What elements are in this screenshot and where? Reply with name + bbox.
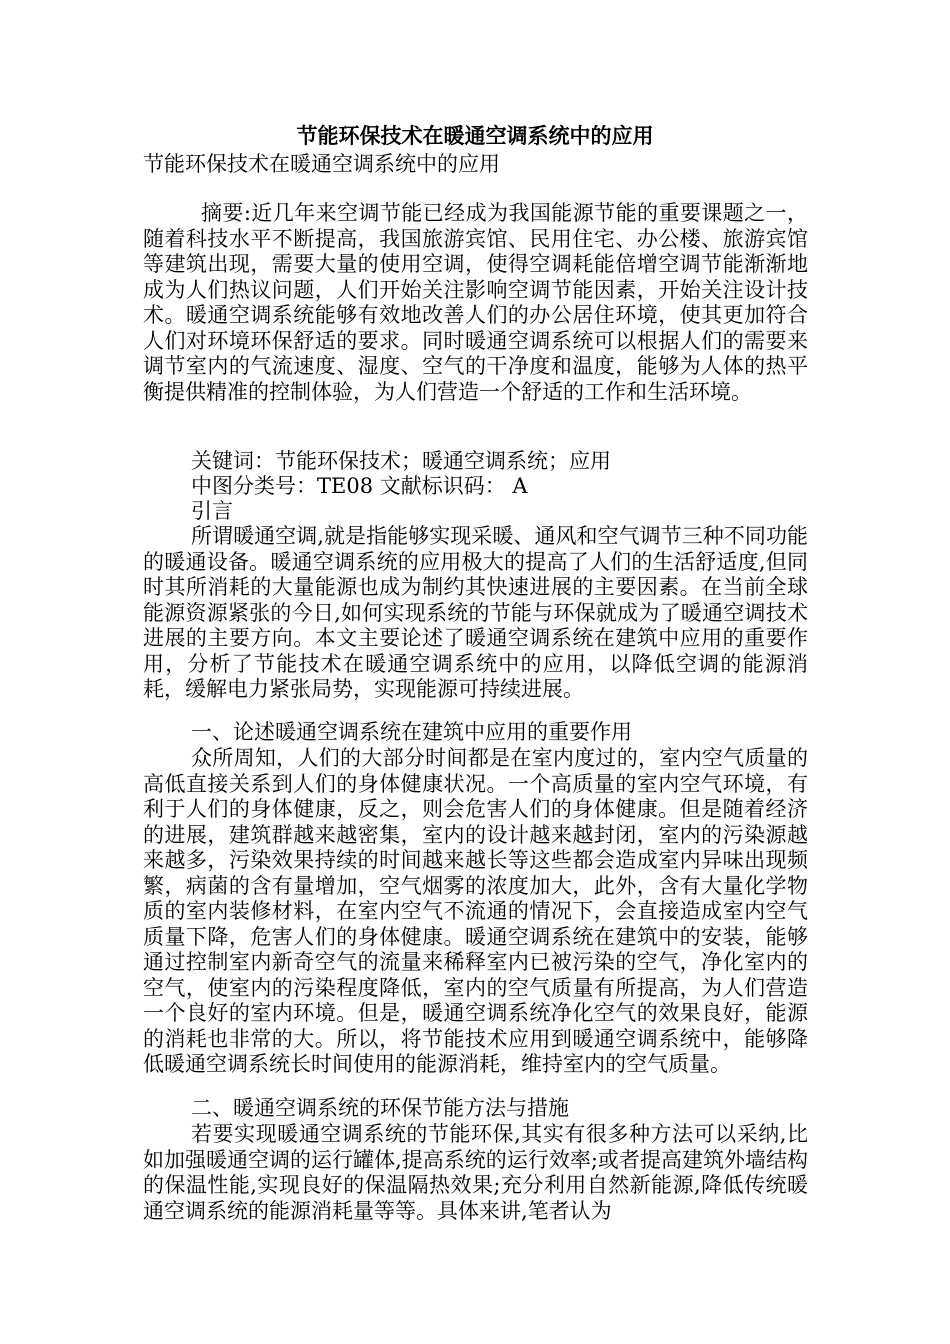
intro-paragraph: 所谓暖通空调,就是指能够实现采暖、通风和空气调节三种不同功能的暖通设备。暖通空调系统的应用极大的提高了人们的生活舒适度,但同时其所消耗的大量能源也成为制约其快速进展的主要因素。在当前全球能源资源紧张的今日,如何实现系统的节能与环保就成为了暖通空调技术进展的主要方向。本文主要论述了暖通空调系统在建筑中应用的重要作用，分析了节能技术在暖通空调系统中的应用，以降低空调的能源消耗，缓解电力紧张局势，实现能源可持续进展。 bbox=[143, 524, 808, 701]
document-title: 节能环保技术在暖通空调系统中的应用 bbox=[296, 123, 654, 148]
section1-heading: 一、论述暖通空调系统在建筑中应用的重要作用 bbox=[191, 720, 632, 744]
section1-paragraph: 众所周知，人们的大部分时间都是在室内度过的，室内空气质量的高低直接关系到人们的身体健康状况。一个高质量的室内空气环境，有利于人们的身体健康，反之，则会危害人们的身体健康。但是随着经济的进展，建筑群越来越密集，室内的设计越来越封闭，室内的污染源越来越多，污染效果持续的时间越来越长等这些都会造成室内异味出现频繁，病菌的含有量增加，空气烟雾的浓度加大，此外，含有大量化学物质的室内装修材料，在室内空气不流通的情况下，会直接造成室内空气质量下降，危害人们的身体健康。暖通空调系统在建筑中的安装，能够通过控制室内新奇空气的流量来稀释室内已被污染的空气，净化室内的空气，使室内的污染程度降低，室内的空气质量有所提高，为人们营造一个良好的室内环境。但是，暖通空调系统净化空气的效果良好，能源的消耗也非常的大。所以，将节能技术应用到暖通空调系统中，能够降低暖通空调系统长时间使用的能源消耗，维持室内的空气质量。 bbox=[143, 746, 808, 1076]
abstract-paragraph: 摘要:近几年来空调节能已经成为我国能源节能的重要课题之一，随着科技水平不断提高，我国旅游宾馆、民用住宅、办公楼、旅游宾馆等建筑出现，需要大量的使用空调，使得空调耗能倍增空调节能渐渐地成为人们热议问题，人们开始关注影响空调节能因素，开始关注设计技术。暖通空调系统能够有效地改善人们的办公居住环境，使其更加符合人们对环境环保舒适的要求。同时暖通空调系统可以根据人们的需要来调节室内的气流速度、湿度、空气的干净度和温度，能够为人体的热平衡提供精准的控制体验，为人们营造一个舒适的工作和生活环境。 bbox=[143, 201, 808, 404]
document-subtitle: 节能环保技术在暖通空调系统中的应用 bbox=[143, 152, 500, 176]
intro-heading: 引言 bbox=[191, 499, 233, 523]
section2-heading: 二、暖通空调系统的环保节能方法与措施 bbox=[191, 1096, 569, 1120]
keywords-line: 关键词：节能环保技术；暖通空调系统；应用 bbox=[191, 449, 611, 473]
section2-paragraph: 若要实现暖通空调系统的节能环保,其实有很多种方法可以采纳,比如加强暖通空调的运行罐体,提高系统的运行效率;或者提高建筑外墙结构的保温性能,实现良好的保温隔热效果;充分利用自然新能源,降低传统暖通空调系统的能源消耗量等等。具体来讲,笔者认为 bbox=[143, 1122, 808, 1223]
classification-line: 中图分类号：TE08 文献标识码： A bbox=[191, 474, 528, 498]
